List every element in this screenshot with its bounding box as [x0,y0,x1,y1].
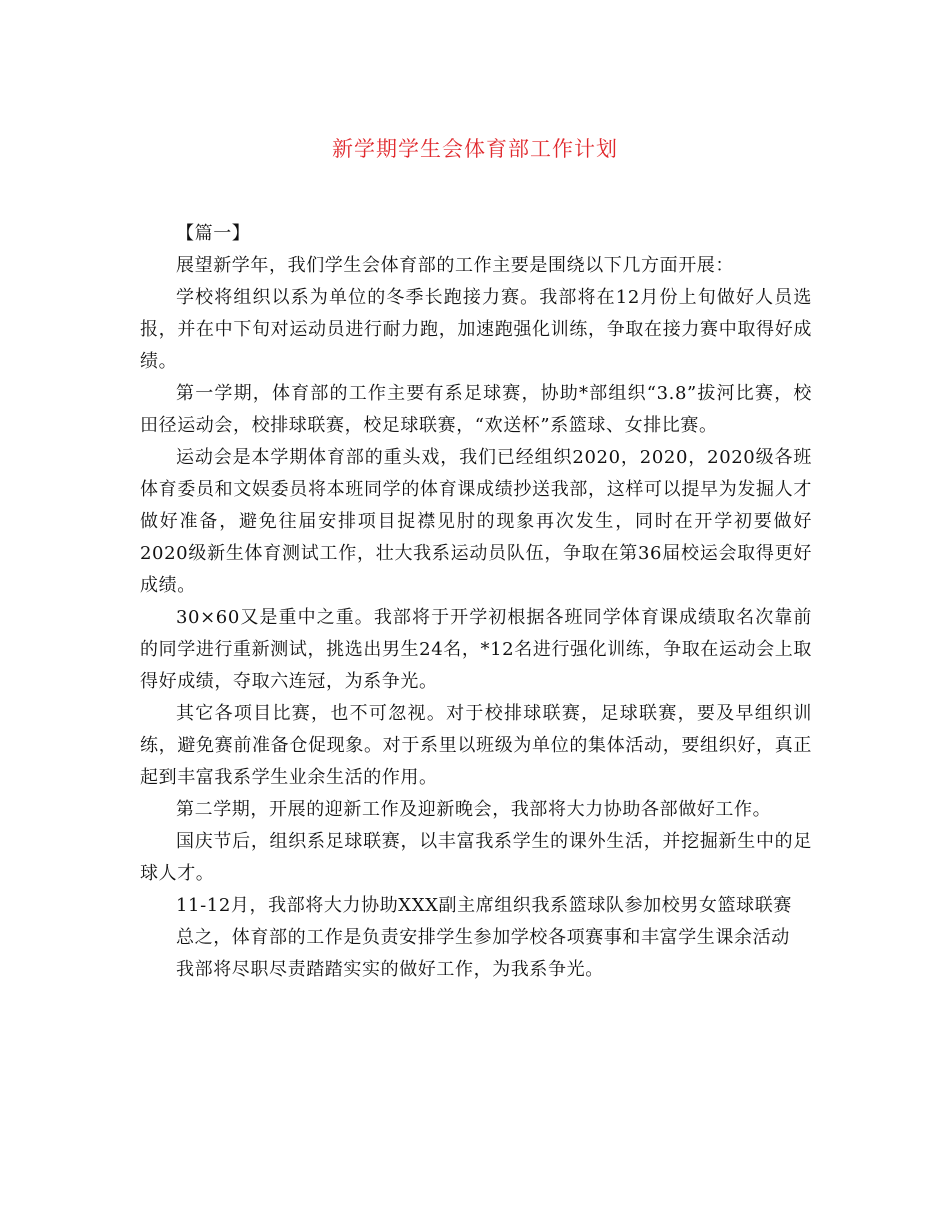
paragraph-second-semester: 第二学期，开展的迎新工作及迎新晚会，我部将大力协助各部做好工作。 [176,799,772,820]
paragraph-first-semester: 第一学期，体育部的工作主要有系足球赛，协助*部组织“3.8”拔河比赛，校田径运动会，校排球联赛，校足球联赛，“欢送杯”系篮球、女排比赛。 [140,383,812,436]
document-body [140,218,812,986]
document-title: 新学期学生会体育部工作计划 [332,137,618,161]
paragraph-relay-training: 30×60又是重中之重。我部将于开学初根据各班同学体育课成绩取名次靠前的同学进行重新测试，挑选出男生24名，*12名进行强化训练，争取在运动会上取得好成绩，夺取六连冠，为系争光。 [140,607,812,692]
paragraph-intro: 展望新学年，我们学生会体育部的工作主要是围绕以下几方面开展： [176,255,734,276]
paragraph-summary: 总之，体育部的工作是负责安排学生参加学校各项赛事和丰富学生课余活动 [176,927,790,948]
paragraph-other-events: 其它各项目比赛，也不可忽视。对于校排球联赛，足球联赛，要及早组织训练，避免赛前准备仓促现象。对于系里以班级为单位的集体活动，要组织好，真正起到丰富我系学生业余生活的作用。 [140,703,812,788]
section-heading: 【篇一】 [176,223,251,244]
paragraph-relay: 学校将组织以系为单位的冬季长跑接力赛。我部将在12月份上旬做好人员选报，并在中下旬对运动员进行耐力跑，加速跑强化训练，争取在接力赛中取得好成绩。 [140,287,812,372]
paragraph-sports-meet: 运动会是本学期体育部的重头戏，我们已经组织2020，2020，2020级各班体育委员和文娱委员将本班同学的体育课成绩抄送我部，这样可以提早为发掘人才做好准备，避免往届安排项目捉襟见肘的现象再次发生，同时在开学初要做好2020级新生体育测试工作，壮大我系运动员队伍，争取在第36届校运会取得更好成绩。 [140,447,812,596]
paragraph-closing: 我部将尽职尽责踏踏实实的做好工作，为我系争光。 [176,959,604,980]
paragraph-basketball: 11-12月，我部将大力协助XXX副主席组织我系篮球队参加校男女篮球联赛 [176,895,792,916]
paragraph-national-day: 国庆节后，组织系足球联赛，以丰富我系学生的课外生活，并挖掘新生中的足球人才。 [140,831,812,884]
